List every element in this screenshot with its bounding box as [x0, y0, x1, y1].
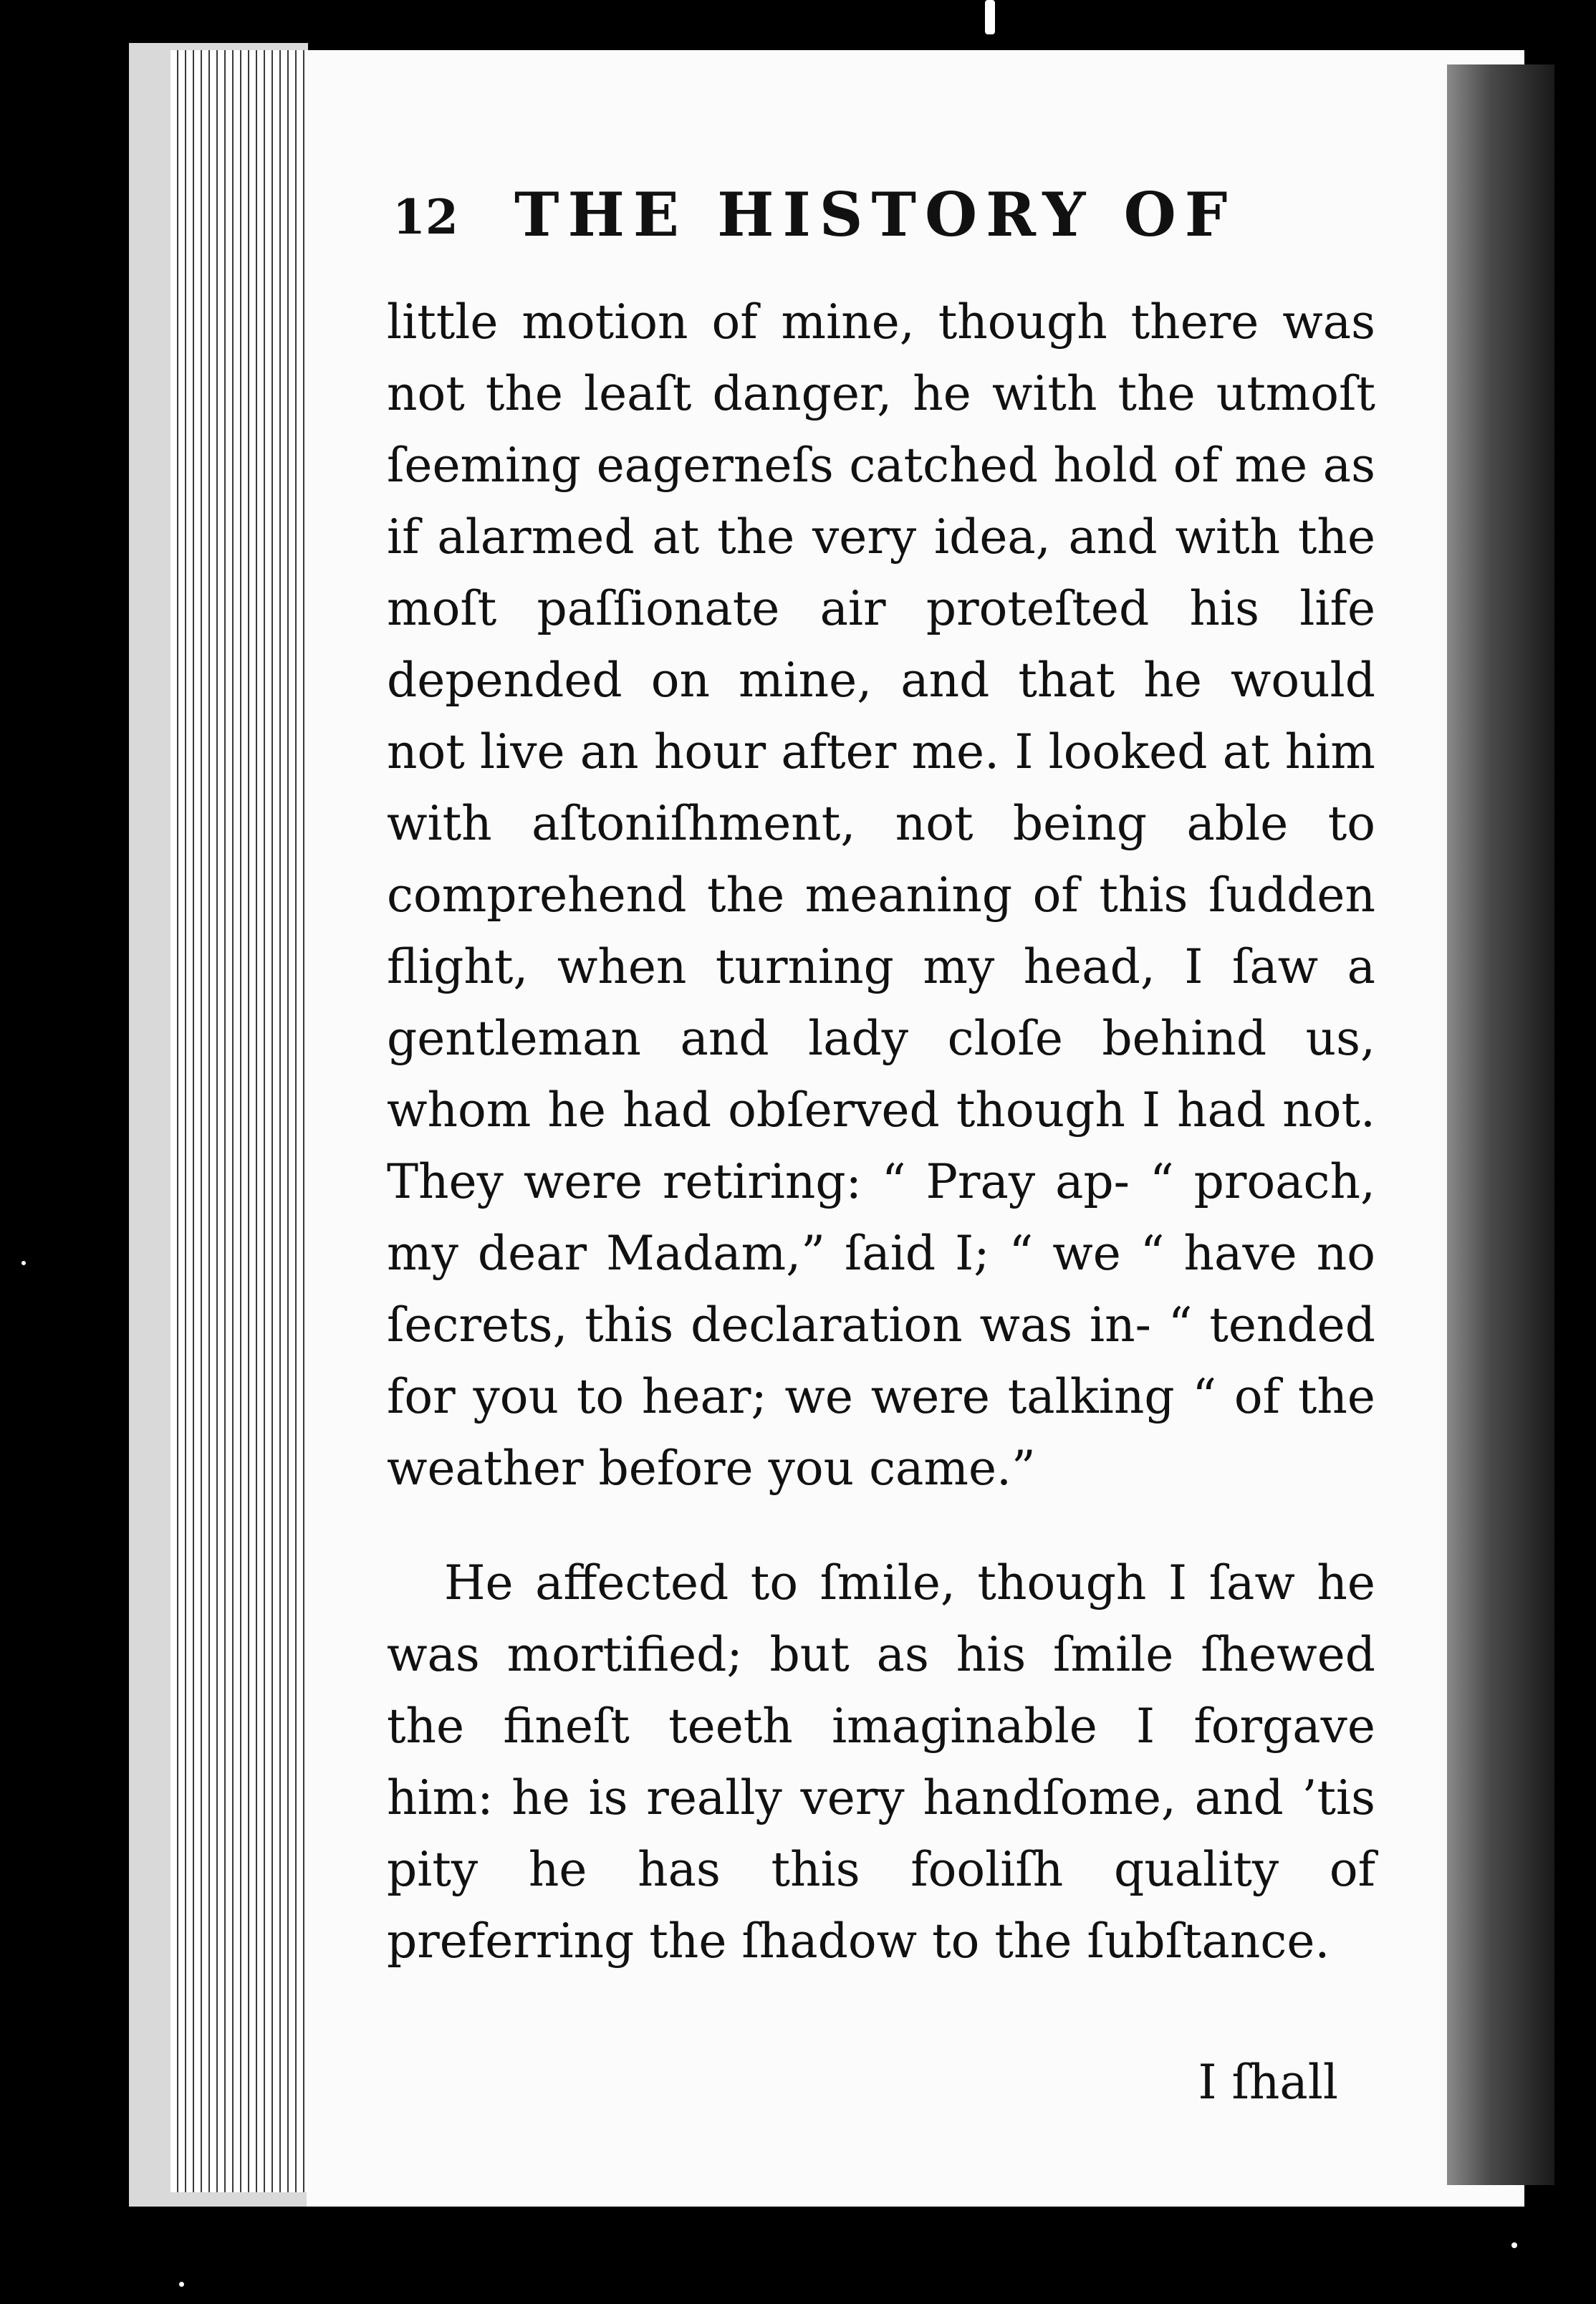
running-head: THE HISTORY OF — [514, 179, 1236, 250]
spine-shadow — [1447, 64, 1554, 2185]
page-header — [393, 179, 1367, 251]
scan-speck — [985, 0, 995, 34]
page-number: 12 — [393, 189, 458, 245]
page-edge-stack — [170, 50, 307, 2192]
scan-speck — [179, 2282, 184, 2287]
page-body — [387, 287, 1375, 1977]
paragraph-2: He affected to ſmile, though I ſaw he was mortified; but as his ſmile ſhewed the fineſt teeth imaginable I forgave him: he is really very handſome, and ’tis pity he has this fooliſh quality of preferring the ſhadow to the ſubſtance. — [387, 1555, 1375, 1969]
paragraph-1: little motion of mine, though there was not the leaſt danger, he with the utmoſt ſeeming eagerneſs catched hold of me as if alarmed at the very idea, and with the moſt paſſionate air proteſted his life depended on mine, and that he would not live an hour after me. I looked at him with aſtoniſhment, not being able to comprehend the meaning of this ſudden flight, when turning my head, I ſaw a gentleman and lady cloſe behind us, whom he had obſerved though I had not. They were retiring: “ Pray ap- “ proach, my dear Madam,” ſaid I; “ we “ have no ſecrets, this declaration was in- “ tended for you to hear; we were talking “ of the weather before you came.” — [387, 294, 1375, 1496]
scan-speck — [1511, 2242, 1517, 2248]
catchword: I ſhall — [1198, 2055, 1338, 2110]
scan-speck — [21, 1261, 26, 1265]
